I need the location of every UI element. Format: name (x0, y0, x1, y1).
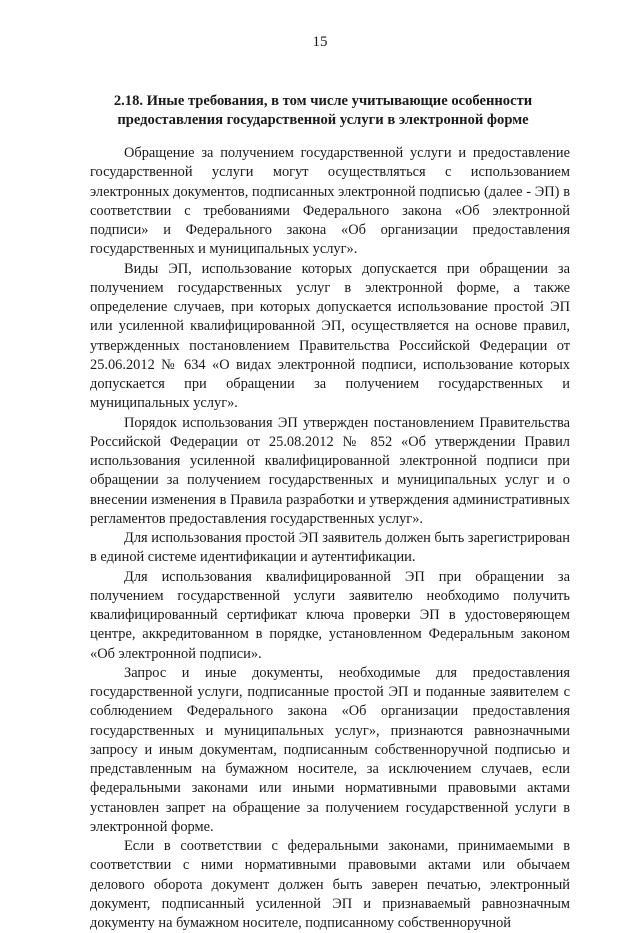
paragraph-4: Для использования простой ЭП заявитель должен быть зарегистрирован в единой системе идентификации и аутентификации. (90, 530, 570, 566)
paragraph-3: Порядок использования ЭП утвержден постановлением Правительства Российской Федерации от 25.08.2012 № 852 «Об утверждении Правил использования усиленной квалифицированной электронной подписи при обращении за получением государственных и муниципальных услуг и о внесении изменения в Правила разработки и утверждения административных регламентов предоставления государственных услуг». (90, 414, 570, 527)
paragraph-7: Если в соответствии с федеральными законами, принимаемыми в соответствии с ними нормативными правовыми актами или обычаем делового оборота документ должен быть заверен печатью, электронный документ, подписанный усиленной ЭП и признаваемый равнозначным документу на бумажном носителе, подписанному собственноручной (90, 838, 570, 931)
section-heading-line-1: 2.18. Иные требования, в том числе учитывающие особенности (113, 93, 533, 109)
body-text (90, 144, 570, 933)
paragraph-1: Обращение за получением государственной услуги и предоставление государственной услуги могут осуществляться с использованием электронных документов, подписанных электронной подписью (далее - ЭП) в соответствии с требованиями Федерального закона «Об электронной подписи» и Федерального закона «Об организации предоставления государственных и муниципальных услуг». (90, 145, 570, 258)
paragraph-2: Виды ЭП, использование которых допускается при обращении за получением государственных услуг в электронной форме, а также определение случаев, при которых допускается использование простой ЭП или усиленной квалифицированной ЭП, осуществляется на основе правил, утвержденных постановлением Правительства Российской Федерации от 25.06.2012 № 634 «О видах электронной подписи, использование которых допускается при обращении за получением государственных и муниципальных услуг». (90, 260, 570, 412)
paragraph-6: Запрос и иные документы, необходимые для предоставления государственной услуги, подписанные простой ЭП и поданные заявителем с соблюдением Федерального закона «Об организации предоставления государственных и муниципальных услуг», признаются равнозначными запросу и иным документам, подписанным собственноручной подписью и представленным на бумажном носителе, за исключением случаев, если федеральными законами или иными нормативными правовыми актами установлен запрет на обращение за получением государственной услуги в электронной форме. (90, 664, 570, 835)
section-heading-line-2: предоставления государственной услуги в электронной форме (117, 112, 529, 128)
page-number: 15 (312, 34, 328, 50)
paragraph-5: Для использования квалифицированной ЭП при обращении за получением государственной услуги заявителю необходимо получить квалифицированный сертификат ключа проверки ЭП в удостоверяющем центре, аккредитованном в порядке, установленном Федеральным законом «Об электронной подписи». (90, 568, 570, 662)
section-heading (88, 92, 558, 130)
